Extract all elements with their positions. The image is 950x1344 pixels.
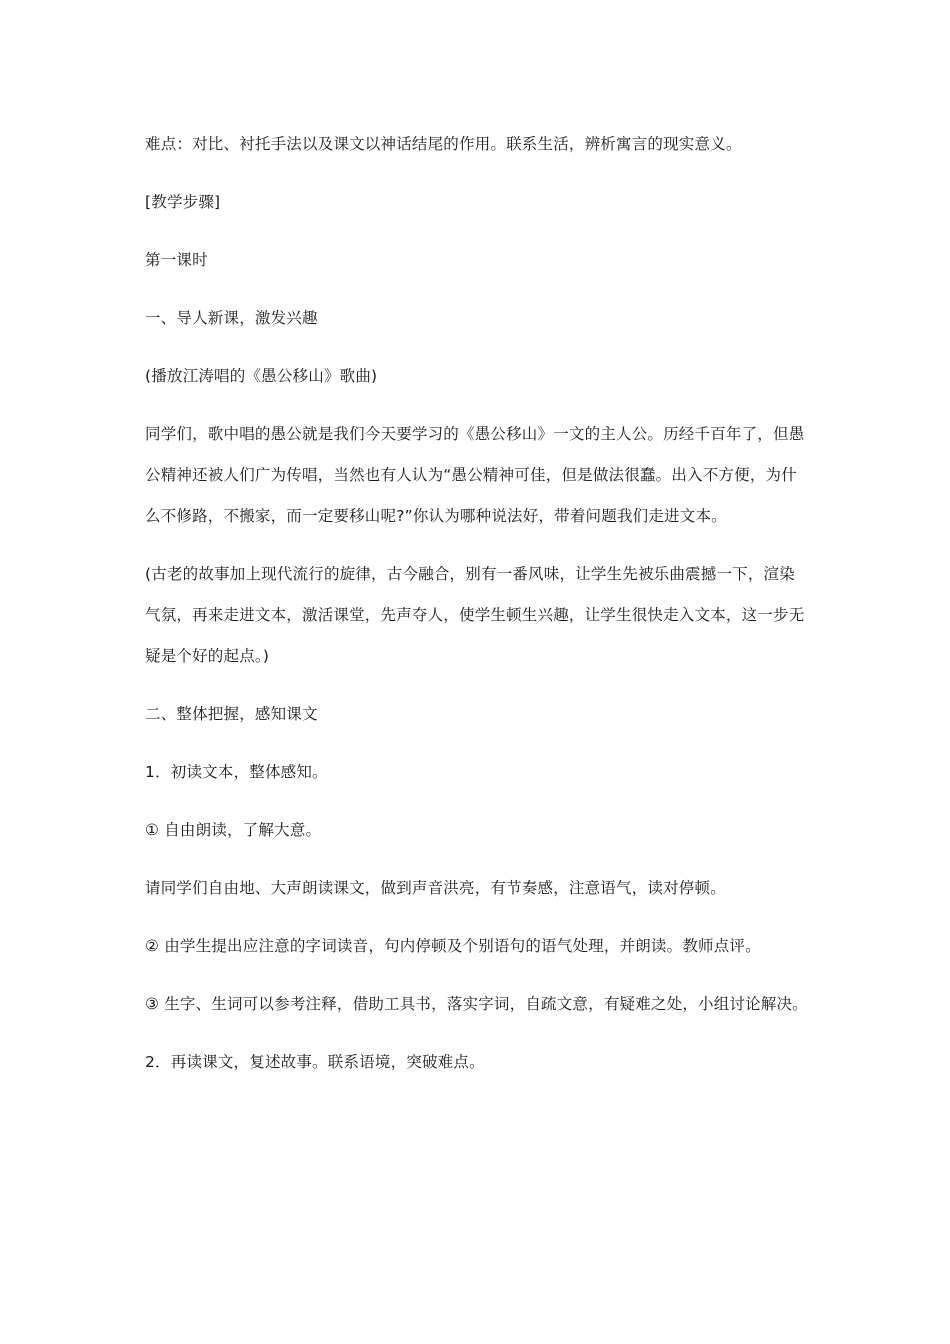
document-body [145,124,810,1083]
step-one-heading: 1．初读文本，整体感知。 [145,763,328,781]
intro-paragraph: 同学们，歌中唱的愚公就是我们今天要学习的《愚公移山》一文的主人公。历经千百年了，但愚公精神还被人们广为传唱，当然也有人认为“愚公精神可佳，但是做法很蠢。出入不方便，为什么不修路，不搬家，而一定要移山呢?”你认为哪种说法好，带着问题我们走进文本。 [145,425,805,525]
sub-item-three: ③ 生字、生词可以参考注释，借助工具书，落实字词，自疏文意，有疑难之处，小组讨论解决。 [145,995,808,1013]
first-lesson-heading: 第一课时 [145,251,208,269]
difficulty-paragraph: 难点：对比、衬托手法以及课文以神话结尾的作用。联系生活，辨析寓言的现实意义。 [145,135,742,153]
section-one-heading: 一、导人新课，激发兴趣 [145,309,318,327]
sub-item-one: ① 自由朗读，了解大意。 [145,821,322,839]
commentary-paragraph: (古老的故事加上现代流行的旋律，古今融合，别有一番风味，让学生先被乐曲震撼一下，渲染气氛，再来走进文本，激活课堂，先声夺人，使学生顿生兴趣，让学生很快走入文本，这一步无疑是个好的起点。) [145,565,805,665]
teaching-steps-heading: [教学步骤] [145,193,221,211]
song-note: (播放江涛唱的《愚公移山》歌曲) [145,367,378,385]
section-two-heading: 二、整体把握，感知课文 [145,705,318,723]
sub-item-two: ② 由学生提出应注意的字词读音，句内停顿及个别语句的语气处理，并朗读。教师点评。 [145,937,761,955]
step-two-heading: 2．再读课文，复述故事。联系语境，突破难点。 [145,1053,485,1071]
reading-instruction: 请同学们自由地、大声朗读课文，做到声音洪亮，有节奏感，注意语气，读对停顿。 [145,879,726,897]
